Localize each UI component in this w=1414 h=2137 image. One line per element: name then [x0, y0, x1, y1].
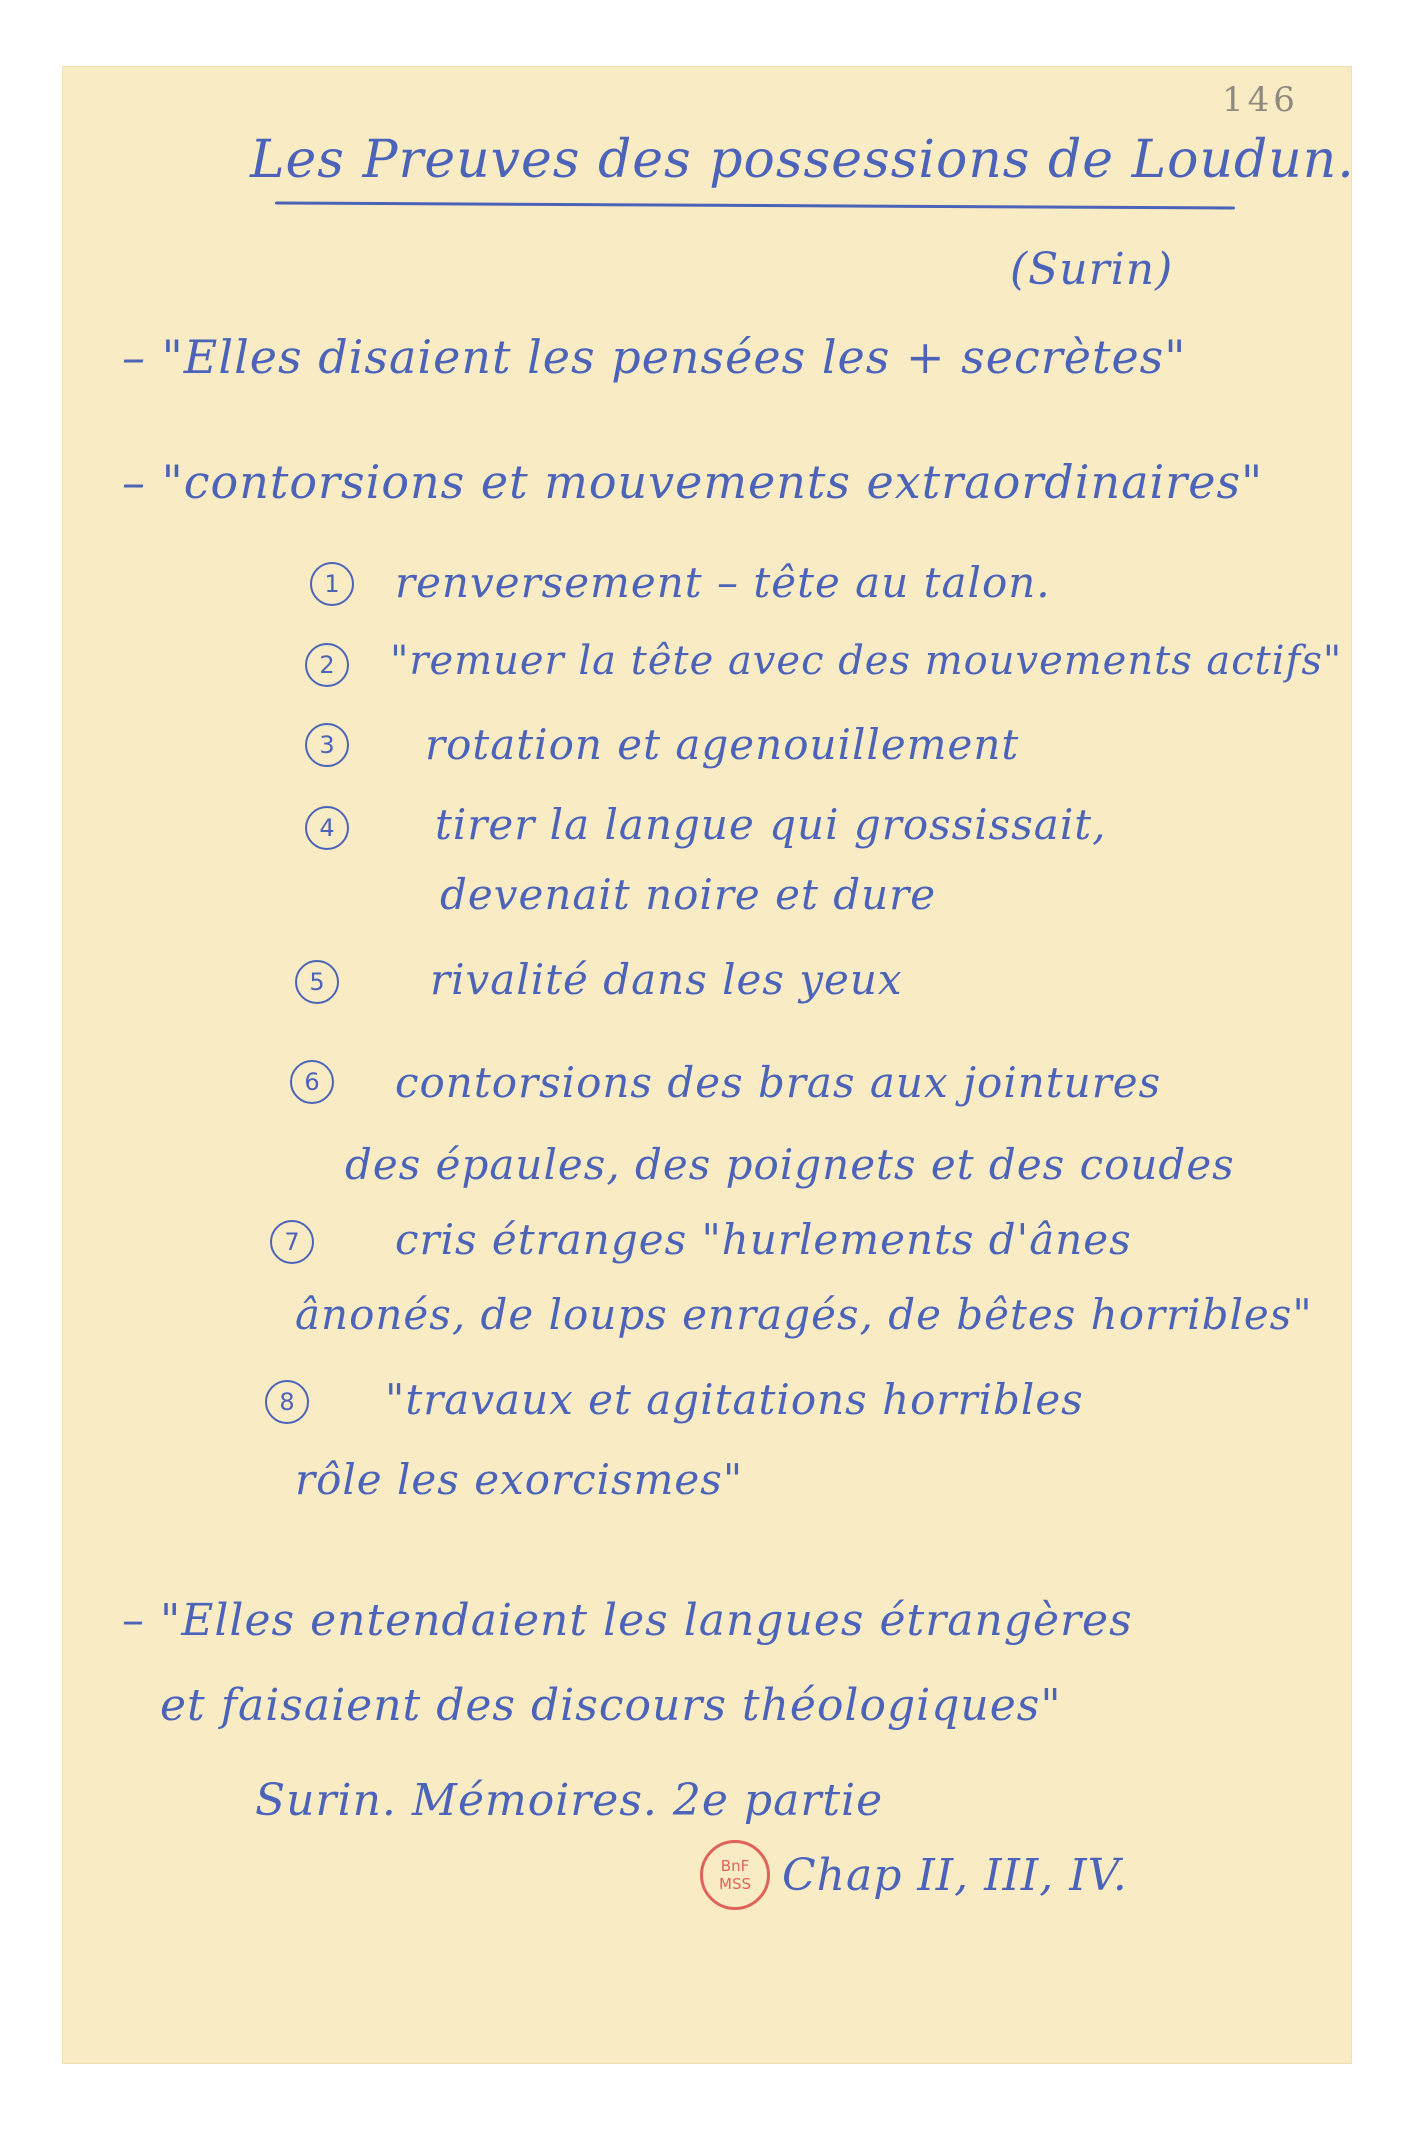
item-number-4: 4: [305, 806, 349, 850]
item-number-7: 7: [270, 1220, 314, 1264]
item-8-line-2: rôle les exorcismes": [295, 1455, 744, 1504]
item-4-line-2: devenait noire et dure: [440, 870, 937, 919]
item-5-line-1: rivalité dans les yeux: [430, 955, 903, 1004]
item-8-line-1: "travaux et agitations horribles: [385, 1375, 1084, 1424]
quote-line-3a: – "Elles entendaient les langues étrangères: [122, 1595, 1133, 1646]
item-3-line-1: rotation et agenouillement: [425, 720, 1020, 769]
quote-line-1: – "Elles disaient les pensées les + secrètes": [122, 330, 1187, 384]
reference-line: Surin. Mémoires. 2e partie: [255, 1775, 884, 1826]
source-note: (Surin): [1010, 244, 1174, 295]
quote-line-2: – "contorsions et mouvements extraordinaires": [122, 455, 1264, 509]
item-1-line-1: renversement – tête au talon.: [395, 558, 1051, 607]
quote-line-3b: et faisaient des discours théologiques": [160, 1680, 1062, 1731]
item-number-8: 8: [265, 1380, 309, 1424]
chapter-reference: Chap II, III, IV.: [782, 1850, 1128, 1901]
item-number-2: 2: [305, 643, 349, 687]
page-title: Les Preuves des possessions de Loudun.: [250, 130, 1355, 190]
item-7-line-1: cris étranges "hurlements d'ânes: [395, 1215, 1132, 1264]
item-number-6: 6: [290, 1060, 334, 1104]
stamp-line-2: MSS: [719, 1875, 751, 1893]
item-number-3: 3: [305, 723, 349, 767]
item-6-line-1: contorsions des bras aux jointures: [395, 1058, 1162, 1107]
item-7-line-2: ânonés, de loups enragés, de bêtes horribles": [295, 1290, 1313, 1339]
folio-number: 146: [1222, 80, 1299, 120]
stamp-line-1: BnF: [720, 1857, 750, 1875]
item-6-line-2: des épaules, des poignets et des coudes: [345, 1140, 1235, 1189]
bnf-mss-stamp: [700, 1840, 770, 1910]
item-2-line-1: "remuer la tête avec des mouvements actifs": [390, 638, 1343, 684]
item-number-1: 1: [310, 562, 354, 606]
item-4-line-1: tirer la langue qui grossissait,: [435, 800, 1107, 849]
item-number-5: 5: [295, 960, 339, 1004]
